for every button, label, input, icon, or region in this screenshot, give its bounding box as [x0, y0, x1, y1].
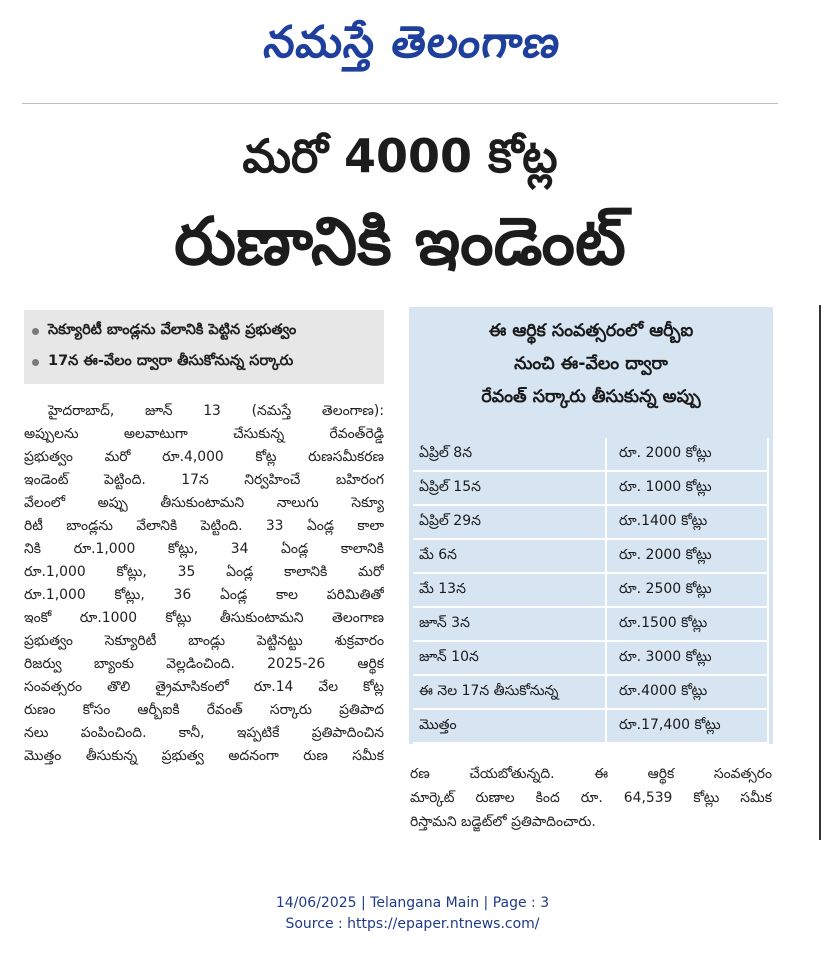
- loan-date: జూన్ 3న: [413, 607, 606, 641]
- article-continuation: [410, 762, 772, 834]
- page-footer: [0, 893, 825, 935]
- body-line: హైదరాబాద్, జూన్ 13 (నమస్తే తెలంగాణ):: [48, 403, 384, 419]
- loan-amount: రూ.1500 కోట్లు: [606, 607, 768, 641]
- loan-date: ఏప్రిల్ 15న: [413, 471, 606, 505]
- loan-infobox: [409, 307, 773, 744]
- loan-amount: రూ. 2500 కోట్లు: [606, 573, 768, 607]
- body-line: నికి రూ.1,000 కోట్లు, 34 ఏండ్ల కాలానికి: [24, 541, 384, 557]
- infobox-title-line: ఈ ఆర్థిక సంవత్సరంలో ఆర్బీఐ: [488, 321, 694, 341]
- loan-amount: రూ. 2000 కోట్లు: [606, 539, 768, 573]
- table-row: [413, 539, 768, 573]
- infobox-title: [409, 307, 773, 420]
- body-line: వేలంలో అప్పు తీసుకుంటామని నాలుగు సెక్యూ: [24, 495, 384, 511]
- highlight-item: [32, 316, 376, 347]
- footer-edition-info: 14/06/2025 | Telangana Main | Page : 3: [275, 895, 550, 911]
- body-line: మొత్తం తీసుకున్న ప్రభుత్వ అదనంగా రుణ సమీక: [24, 748, 384, 764]
- table-row: [413, 505, 768, 539]
- body-line: రూ.1,000 కోట్లు, 35 ఏండ్ల కాలానికి మరో: [24, 564, 384, 580]
- body-line: ఇంకో రూ.1000 కోట్లు తీసుకుంటామని తెలంగాణ: [24, 610, 384, 626]
- table-row: [413, 607, 768, 641]
- loan-amount: రూ. 2000 కోట్లు: [606, 438, 768, 471]
- highlight-item: [32, 347, 376, 378]
- masthead-divider: [22, 103, 778, 104]
- table-row: [413, 675, 768, 709]
- loan-date: మే 6న: [413, 539, 606, 573]
- headline-line-2: రుణానికి ఇండెంట్: [174, 203, 626, 280]
- body-line: రిజర్వు బ్యాంకు వెల్లడించింది. 2025-26 ఆర్థిక: [24, 656, 384, 672]
- loan-date: ఈ నెల 17న తీసుకోనున్న: [413, 675, 606, 709]
- loan-amount: రూ.1400 కోట్లు: [606, 505, 768, 539]
- table-row: [413, 641, 768, 675]
- body-line: నలు పంపించింది. కానీ, ఇప్పటికే ప్రతిపాదించిన: [24, 725, 384, 741]
- masthead-logo: నమస్తే తెలంగాణ: [260, 17, 565, 68]
- loan-date: మే 13న: [413, 573, 606, 607]
- loan-amount: రూ.4000 కోట్లు: [606, 675, 768, 709]
- infobox-title-line: నుంచి ఈ-వేలం ద్వారా: [514, 354, 668, 374]
- body-line: మార్కెట్ రుణాల కింద రూ. 64,539 కోట్లు సమీక: [410, 790, 772, 806]
- highlight-text: సెక్యూరిటీ బాండ్లను వేలానికి పెట్టిన ప్రభుత్వం: [48, 321, 297, 338]
- table-row: [413, 438, 768, 471]
- loan-date: ఏప్రిల్ 29న: [413, 505, 606, 539]
- loan-date: జూన్ 10న: [413, 641, 606, 675]
- bullet-icon: [32, 328, 39, 335]
- highlights-box: [24, 310, 384, 384]
- body-line: అప్పులను అలవాటుగా చేసుకున్న రేవంత్‌రెడ్డి: [24, 426, 384, 442]
- table-row: [413, 709, 768, 743]
- headline-line-1: మరో 4000 కోట్ల: [242, 129, 558, 183]
- infobox-title-line: రేవంత్ సర్కారు తీసుకున్న అప్పు: [481, 387, 701, 407]
- table-row: [413, 573, 768, 607]
- loan-date: ఏప్రిల్ 8న: [413, 438, 606, 471]
- loan-total-label: మొత్తం: [413, 709, 606, 743]
- body-line: రణ చేయబోతున్నది. ఈ ఆర్థిక సంవత్సరం: [410, 766, 772, 782]
- body-line: రిస్తామని బడ్జెట్‌లో ప్రతిపాదించారు.: [410, 814, 596, 830]
- body-line: రూ.1,000 కోట్లు, 36 ఏండ్ల కాల పరిమితితో: [24, 587, 384, 603]
- loan-total-amount: రూ.17,400 కోట్లు: [606, 709, 768, 743]
- loan-amount: రూ. 1000 కోట్లు: [606, 471, 768, 505]
- body-line: ఇండెంట్ పెట్టింది. 17న నిర్వహించే బహిరంగ: [24, 472, 384, 488]
- loan-table: [413, 438, 769, 744]
- article-body: [24, 400, 384, 768]
- bullet-icon: [32, 359, 39, 366]
- body-line: రుణం కోసం ఆర్బీఐకి రేవంత్ సర్కారు ప్రతిపాద: [24, 702, 384, 718]
- highlight-text: 17న ఈ-వేలం ద్వారా తీసుకోనున్న సర్కారు: [48, 352, 294, 369]
- footer-source-link[interactable]: Source : https://epaper.ntnews.com/: [285, 916, 540, 932]
- body-line: సంవత్సరం తొలి త్రైమాసికంలో రూ.14 వేల కోట్ల: [24, 679, 384, 695]
- loan-amount: రూ. 3000 కోట్లు: [606, 641, 768, 675]
- body-line: ప్రభుత్వం సెక్యూరిటీ బాండ్లు పెట్టినట్టు శుక్రవారం: [24, 633, 384, 649]
- body-line: రిటీ బాండ్లను వేలానికి పెట్టింది. 33 ఏండ్ల కాలా: [24, 518, 384, 534]
- column-edge-rule: [819, 305, 821, 840]
- body-line: ప్రభుత్వం మరో రూ.4,000 కోట్ల రుణసమీకరణ: [24, 449, 384, 465]
- table-row: [413, 471, 768, 505]
